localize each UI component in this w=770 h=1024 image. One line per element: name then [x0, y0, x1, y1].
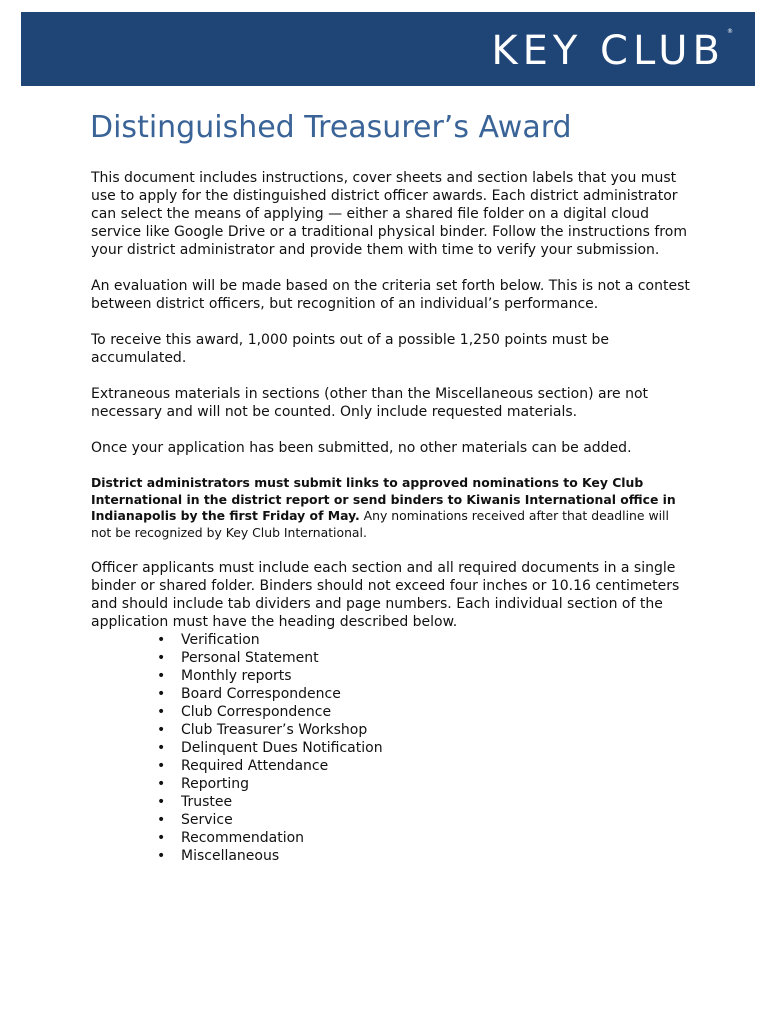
registered-mark: ®	[727, 28, 733, 35]
section-list-item	[157, 721, 691, 739]
bullet-icon: •	[157, 794, 166, 810]
section-list-item	[157, 757, 691, 775]
bullet-icon: •	[157, 758, 166, 774]
section-list-item	[157, 793, 691, 811]
section-list-item	[157, 667, 691, 685]
bullet-icon: •	[157, 668, 166, 684]
key-club-logo: KEY CLUB	[491, 28, 725, 74]
bullet-icon: •	[157, 650, 166, 666]
section-label: Monthly reports	[181, 668, 292, 684]
page-title: Distinguished Treasurer’s Award	[90, 110, 572, 145]
extraneous-paragraph: Extraneous materials in sections (other than the Miscellaneous section) are not necessary and will not be counted. Only include requested materials.	[91, 386, 649, 420]
document-body	[91, 169, 691, 865]
header-band	[21, 12, 755, 86]
points-paragraph: To receive this award, 1,000 points out of a possible 1,250 points must be accumulated.	[91, 332, 610, 366]
evaluation-paragraph: An evaluation will be made based on the criteria set forth below. This is not a contest between district officers, but recognition of an individual’s performance.	[91, 278, 690, 312]
deadline-notice-rest: Any nominations received after that deadline will not be recognized by Key Club International.	[91, 508, 669, 540]
deadline-notice-bold: District administrators must submit links to approved nominations to Key Club International in the district report or send binders to Kiwanis International office in Indianapolis by the first Friday of May.	[91, 475, 676, 523]
section-label: Reporting	[181, 776, 250, 792]
section-label: Trustee	[181, 794, 233, 810]
bullet-icon: •	[157, 740, 166, 756]
section-list-item	[157, 739, 691, 757]
section-label: Personal Statement	[181, 650, 319, 666]
section-list	[91, 631, 691, 865]
bullet-icon: •	[157, 812, 166, 828]
bullet-icon: •	[157, 704, 166, 720]
section-list-item	[157, 811, 691, 829]
section-label: Recommendation	[181, 830, 305, 846]
section-list-item	[157, 703, 691, 721]
section-label: Required Attendance	[181, 758, 329, 774]
bullet-icon: •	[157, 848, 166, 864]
bullet-icon: •	[157, 632, 166, 648]
section-label: Delinquent Dues Notification	[181, 740, 383, 756]
section-list-item	[157, 775, 691, 793]
bullet-icon: •	[157, 722, 166, 738]
bullet-icon: •	[157, 830, 166, 846]
section-label: Service	[181, 812, 233, 828]
section-label: Verification	[181, 632, 260, 648]
section-list-item	[157, 685, 691, 703]
section-list-item	[157, 649, 691, 667]
section-list-item	[157, 631, 691, 649]
section-label: Board Correspondence	[181, 686, 341, 702]
section-label: Club Correspondence	[181, 704, 332, 720]
submission-final-paragraph: Once your application has been submitted, no other materials can be added.	[91, 440, 632, 456]
binder-paragraph: Officer applicants must include each section and all required documents in a single binder or shared folder. Binders should not exceed four inches or 10.16 centimeters and should include tab dividers and page numbers. Each individual section of the application must have the heading described below.	[91, 560, 680, 630]
section-list-item	[157, 847, 691, 865]
section-list-item	[157, 829, 691, 847]
intro-paragraph: This document includes instructions, cover sheets and section labels that you must use to apply for the distinguished district officer awards. Each district administrator can select the means of applying — either a shared file folder on a digital cloud service like Google Drive or a traditional physical binder. Follow the instructions from your district administrator and provide them with time to verify your submission.	[91, 170, 687, 258]
deadline-notice	[91, 475, 691, 541]
bullet-icon: •	[157, 686, 166, 702]
bullet-icon: •	[157, 776, 166, 792]
section-label: Club Treasurer’s Workshop	[181, 722, 368, 738]
section-label: Miscellaneous	[181, 848, 280, 864]
